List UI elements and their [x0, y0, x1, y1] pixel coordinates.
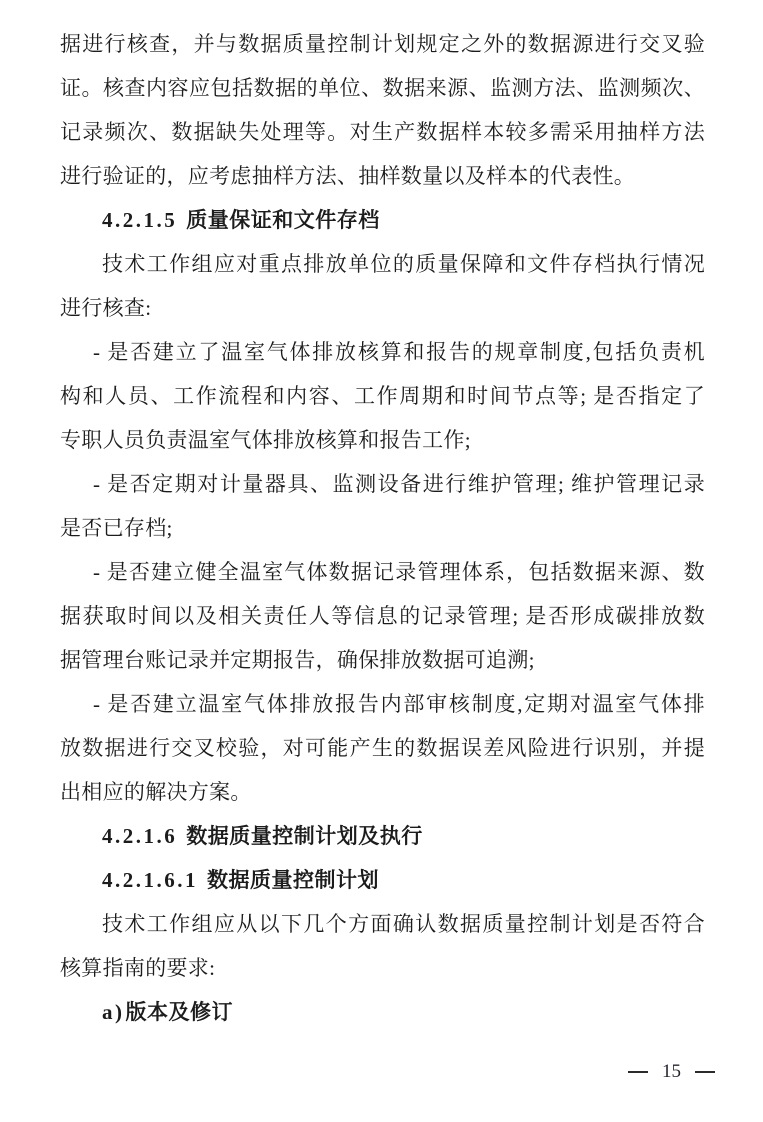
body-line: 技术工作组应从以下几个方面确认数据质量控制计划是否符合: [102, 912, 705, 936]
body-line: 进行核查:: [60, 296, 152, 320]
heading-title: 数据质量控制计划: [207, 868, 379, 892]
list-item-line: 构和人员、工作流程和内容、工作周期和时间节点等; 是否指定了: [60, 384, 705, 408]
list-item-line: - 是否定期对计量器具、监测设备进行维护管理; 维护管理记录: [93, 472, 705, 496]
body-line: 证。核查内容应包括数据的单位、数据来源、监测方法、监测频次、: [60, 76, 705, 100]
heading-number: a): [102, 1000, 125, 1024]
heading-title: 质量保证和文件存档: [186, 208, 380, 232]
list-item-line: - 是否建立健全温室气体数据记录管理体系，包括数据来源、数: [93, 560, 705, 584]
heading-number: 4.2.1.6.1: [102, 868, 198, 892]
body-line: 据进行核查，并与数据质量控制计划规定之外的数据源进行交叉验: [60, 32, 705, 56]
footer-dash-right-icon: [695, 1071, 715, 1073]
body-line: 进行验证的，应考虑抽样方法、抽样数量以及样本的代表性。: [60, 164, 636, 188]
list-item-line: - 是否建立了温室气体排放核算和报告的规章制度,包括负责机: [93, 340, 705, 364]
subsection-heading-a: [60, 990, 705, 1034]
page-number: 15: [662, 1061, 681, 1082]
list-item-line: - 是否建立温室气体排放报告内部审核制度,定期对温室气体排: [93, 692, 705, 716]
heading-title: 数据质量控制计划及执行: [186, 824, 423, 848]
section-heading-4216: [60, 814, 705, 858]
section-heading-42161: [60, 858, 705, 902]
heading-number: 4.2.1.5: [102, 208, 178, 232]
page-body-text: [60, 22, 705, 1034]
body-line: 核算指南的要求:: [60, 956, 216, 980]
body-line: 记录频次、数据缺失处理等。对生产数据样本较多需采用抽样方法: [60, 120, 705, 144]
list-item-line: 专职人员负责温室气体排放核算和报告工作;: [60, 428, 471, 452]
body-line: 技术工作组应对重点排放单位的质量保障和文件存档执行情况: [102, 252, 705, 276]
list-item-line: 放数据进行交叉校验，对可能产生的数据误差风险进行识别，并提: [60, 736, 705, 760]
heading-title: 版本及修订: [125, 1000, 233, 1024]
list-item-line: 是否已存档;: [60, 516, 173, 540]
page-footer: [628, 1052, 715, 1092]
list-item-line: 出相应的解决方案。: [60, 780, 252, 804]
list-item-line: 据管理台账记录并定期报告，确保排放数据可追溯;: [60, 648, 535, 672]
heading-number: 4.2.1.6: [102, 824, 178, 848]
section-heading-4215: [60, 198, 705, 242]
footer-dash-left-icon: [628, 1071, 648, 1073]
list-item-line: 据获取时间以及相关责任人等信息的记录管理; 是否形成碳排放数: [60, 604, 705, 628]
